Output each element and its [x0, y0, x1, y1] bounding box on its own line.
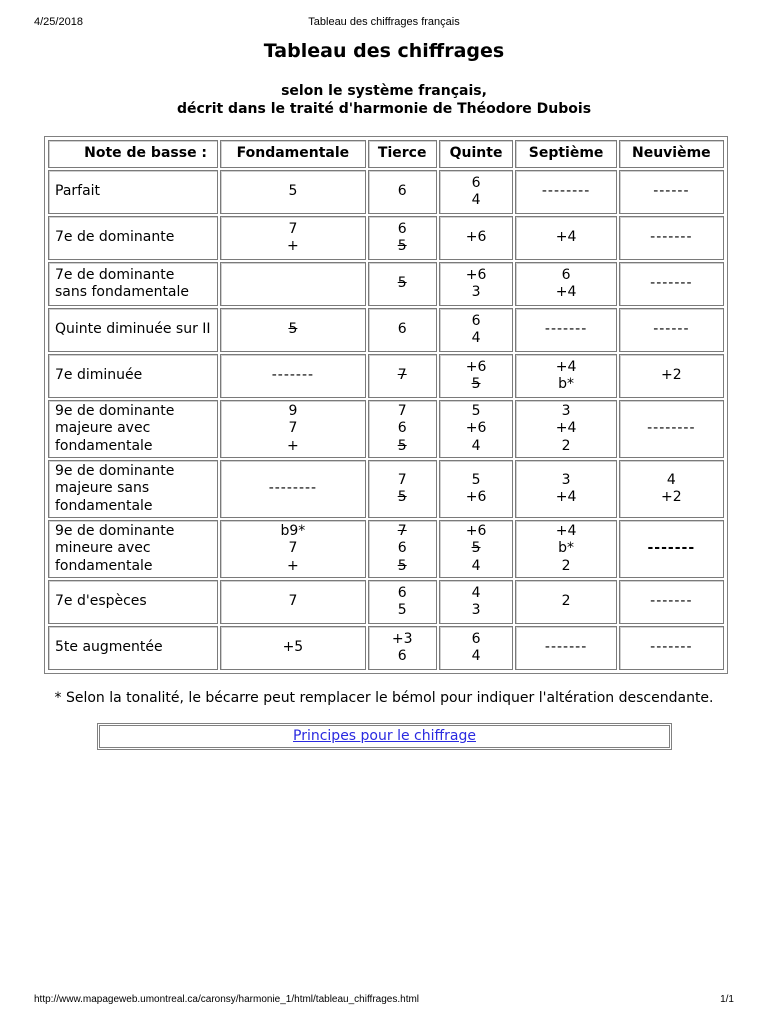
figure-cell [515, 626, 616, 670]
figure-value: 7 [288, 220, 298, 237]
figure-value: 4 [471, 192, 481, 208]
figure-cell [368, 262, 437, 306]
figure-value: 5 [397, 602, 407, 618]
chord-label-cell [48, 308, 218, 352]
empty-dash: ------- [544, 321, 588, 338]
figure-cell [368, 626, 437, 670]
figure-cell [515, 520, 616, 578]
figure-value: +2 [661, 367, 682, 384]
chord-label-line: majeure avec [55, 420, 151, 437]
figure-cell [619, 626, 724, 670]
figure-value: 5 [471, 376, 481, 392]
figure-value: 2 [561, 437, 571, 454]
column-header: Quinte [439, 140, 514, 168]
figure-cell [619, 400, 724, 458]
figure-cell [220, 216, 366, 260]
figure-cell [439, 308, 514, 352]
figure-cell [619, 308, 724, 352]
figure-value: 7 [288, 540, 298, 557]
print-date: 4/25/2018 [34, 16, 83, 28]
chord-label-line: sans fondamentale [55, 284, 190, 300]
print-url: http://www.mapageweb.umontreal.ca/caronsy/harmonie_1/html/tableau_chiffrages.html [34, 994, 420, 1005]
figure-value: 6 [397, 420, 407, 437]
figure-cell [515, 170, 616, 214]
figure-value: 5 [397, 557, 407, 574]
figure-cell [515, 308, 616, 352]
figure-value: 5 [288, 183, 298, 200]
figure-value: 5 [288, 321, 298, 338]
column-header: Neuvième [619, 140, 724, 168]
figure-value: b* [558, 540, 575, 557]
figure-cell [439, 354, 514, 398]
figure-value: 4 [471, 584, 481, 601]
chord-label-cell [48, 170, 218, 214]
figure-value: 6 [561, 266, 571, 283]
figure-value: 4 [471, 437, 481, 454]
figure-cell [368, 216, 437, 260]
figure-cell [515, 354, 616, 398]
chord-label-line: fondamentale [55, 557, 153, 574]
figure-value: +6 [465, 229, 487, 246]
chord-label-line: 7e d'espèces [55, 593, 147, 610]
table-row [48, 580, 724, 624]
table-row [48, 216, 724, 260]
empty-dash: ------- [271, 367, 315, 384]
figure-value: 7 [397, 367, 407, 384]
figure-value: 7 [288, 593, 298, 610]
table-body [48, 170, 724, 670]
figure-cell [439, 400, 514, 458]
figure-cell [220, 170, 366, 214]
print-doc-title: Tableau des chiffrages français [308, 16, 460, 28]
figure-value: +4 [555, 420, 577, 437]
figure-value: 4 [471, 557, 481, 574]
figure-value: + [287, 437, 299, 454]
chord-label-line: Quinte diminuée sur II [55, 321, 211, 338]
chord-label-cell [48, 400, 218, 458]
figure-value: +6 [465, 358, 487, 375]
figure-cell [619, 520, 724, 578]
figure-value: 7 [288, 420, 298, 437]
figure-value: 6 [397, 321, 407, 338]
column-header: Septième [515, 140, 616, 168]
figure-value: 2 [561, 593, 571, 610]
empty-dash: ------- [650, 593, 693, 610]
figure-cell [619, 170, 724, 214]
chord-label-line: fondamentale [55, 437, 153, 454]
figure-value: +6 [465, 420, 487, 437]
chord-label-line: 7e de dominante [55, 266, 175, 283]
figure-cell [439, 460, 514, 518]
figure-cell [619, 262, 724, 306]
figure-cell [220, 626, 366, 670]
figure-value: 6 [471, 174, 481, 191]
figure-value: 6 [397, 648, 407, 664]
table-row [48, 520, 724, 578]
figure-value: 6 [397, 584, 407, 601]
figure-cell [515, 580, 616, 624]
figure-value: 6 [397, 540, 407, 557]
column-header: Fondamentale [220, 140, 366, 168]
column-header: Tierce [368, 140, 437, 168]
figure-value: 5 [471, 402, 481, 419]
figure-cell [515, 460, 616, 518]
subtitle-line-2: décrit dans le traité d'harmonie de Théodore Dubois [176, 101, 592, 117]
figure-cell [220, 400, 366, 458]
figure-value: + [287, 557, 299, 574]
figure-value: 6 [397, 183, 407, 200]
chord-label-line: 7e diminuée [55, 367, 143, 384]
subtitle-line-1: selon le système français, [281, 83, 487, 99]
figure-cell [220, 580, 366, 624]
chord-label-cell [48, 460, 218, 518]
table-row [48, 626, 724, 670]
chord-label-cell [48, 520, 218, 578]
chiffrages-table-frame [44, 136, 728, 674]
figure-cell [368, 354, 437, 398]
figure-value: +6 [465, 489, 487, 505]
figure-value: 5 [397, 238, 407, 254]
figure-value: 5 [397, 437, 407, 454]
figure-value: 7 [397, 471, 407, 488]
empty-dash: ------- [650, 229, 693, 246]
chord-label-line: 9e de dominante [55, 402, 175, 419]
figure-cell [439, 580, 514, 624]
figure-value: +3 [391, 630, 413, 647]
chord-label-line: mineure avec [55, 540, 151, 557]
table-row [48, 262, 724, 306]
figure-value: 7 [397, 522, 407, 539]
figure-cell [220, 262, 366, 306]
figure-value: 6 [397, 220, 407, 237]
empty-dash: ------ [653, 183, 690, 200]
figure-cell [515, 262, 616, 306]
figure-cell [439, 216, 514, 260]
figure-cell [619, 216, 724, 260]
figure-cell [368, 580, 437, 624]
chord-label-line: majeure sans [55, 480, 150, 497]
figure-value: 9 [288, 402, 298, 419]
figure-value: 7 [397, 402, 407, 419]
figure-cell [220, 354, 366, 398]
principles-link[interactable]: Principes pour le chiffrage [293, 728, 476, 744]
figure-cell [220, 460, 366, 518]
chord-label-cell [48, 580, 218, 624]
table-row [48, 170, 724, 214]
empty-dash: ------- [647, 540, 696, 557]
table-row [48, 354, 724, 398]
chord-label-line: 5te augmentée [55, 639, 163, 656]
figure-cell [368, 400, 437, 458]
figure-cell [619, 354, 724, 398]
figure-value: 5 [471, 471, 481, 488]
chord-label-cell [48, 262, 218, 306]
figure-value: 3 [471, 602, 481, 618]
table-row [48, 308, 724, 352]
figure-value: 5 [397, 275, 407, 292]
figure-cell [515, 216, 616, 260]
figure-value: 4 [666, 471, 676, 488]
footnote: * Selon la tonalité, le bécarre peut remplacer le bémol pour indiquer l'altération descendante. [54, 690, 714, 706]
empty-dash: ------- [650, 275, 693, 292]
figure-value: 6 [471, 630, 481, 647]
empty-dash: -------- [647, 420, 696, 437]
chord-label-line: 9e de dominante [55, 522, 175, 539]
chord-label-line: 9e de dominante [55, 462, 175, 479]
figure-value: 3 [561, 402, 571, 419]
page-title: Tableau des chiffrages [263, 40, 505, 62]
figure-value: b* [558, 376, 575, 392]
figure-value: 4 [471, 648, 481, 664]
figure-value: +4 [555, 522, 577, 539]
chord-label-cell [48, 626, 218, 670]
empty-dash: ------- [544, 639, 588, 656]
figure-value: +4 [555, 284, 577, 300]
figure-value: 4 [471, 330, 481, 346]
figure-cell [439, 170, 514, 214]
chord-label-line: Parfait [55, 183, 101, 200]
figure-value: 5 [471, 540, 481, 557]
chiffrages-table [46, 138, 726, 672]
table-header-row [48, 140, 724, 168]
figure-value: 5 [397, 489, 407, 505]
table-row [48, 400, 724, 458]
empty-dash: -------- [268, 480, 318, 497]
figure-value: 2 [561, 557, 571, 574]
table-row [48, 460, 724, 518]
figure-value: b9* [280, 522, 306, 539]
figure-cell [439, 262, 514, 306]
chord-label-cell [48, 216, 218, 260]
figure-cell [368, 170, 437, 214]
figure-value: 6 [471, 312, 481, 329]
figure-value: +4 [555, 358, 577, 375]
chord-label-line: 7e de dominante [55, 229, 175, 246]
chord-label-cell [48, 354, 218, 398]
figure-cell [439, 626, 514, 670]
figure-cell [220, 520, 366, 578]
figure-cell [515, 400, 616, 458]
figure-value: +4 [555, 489, 577, 505]
figure-value: +4 [555, 229, 577, 246]
figure-value: 3 [561, 471, 571, 488]
page-subtitle [0, 82, 768, 118]
figure-cell [368, 520, 437, 578]
empty-dash: ------- [650, 639, 693, 656]
figure-cell [619, 460, 724, 518]
column-header: Note de basse : [48, 140, 218, 168]
figure-value: + [287, 238, 299, 254]
empty-dash: -------- [541, 183, 591, 200]
figure-value: +2 [661, 489, 682, 505]
figure-value: +6 [465, 266, 487, 283]
chord-label-line: fondamentale [55, 497, 153, 514]
figure-cell [368, 308, 437, 352]
figure-value: 3 [471, 284, 481, 300]
figure-cell [368, 460, 437, 518]
print-page-number: 1/1 [720, 994, 734, 1005]
empty-dash: ------ [653, 321, 690, 338]
figure-cell [439, 520, 514, 578]
figure-value: +6 [465, 522, 487, 539]
figure-cell [619, 580, 724, 624]
link-cell [99, 725, 670, 748]
figure-cell [220, 308, 366, 352]
link-frame [97, 723, 672, 750]
figure-value: +5 [282, 639, 304, 656]
